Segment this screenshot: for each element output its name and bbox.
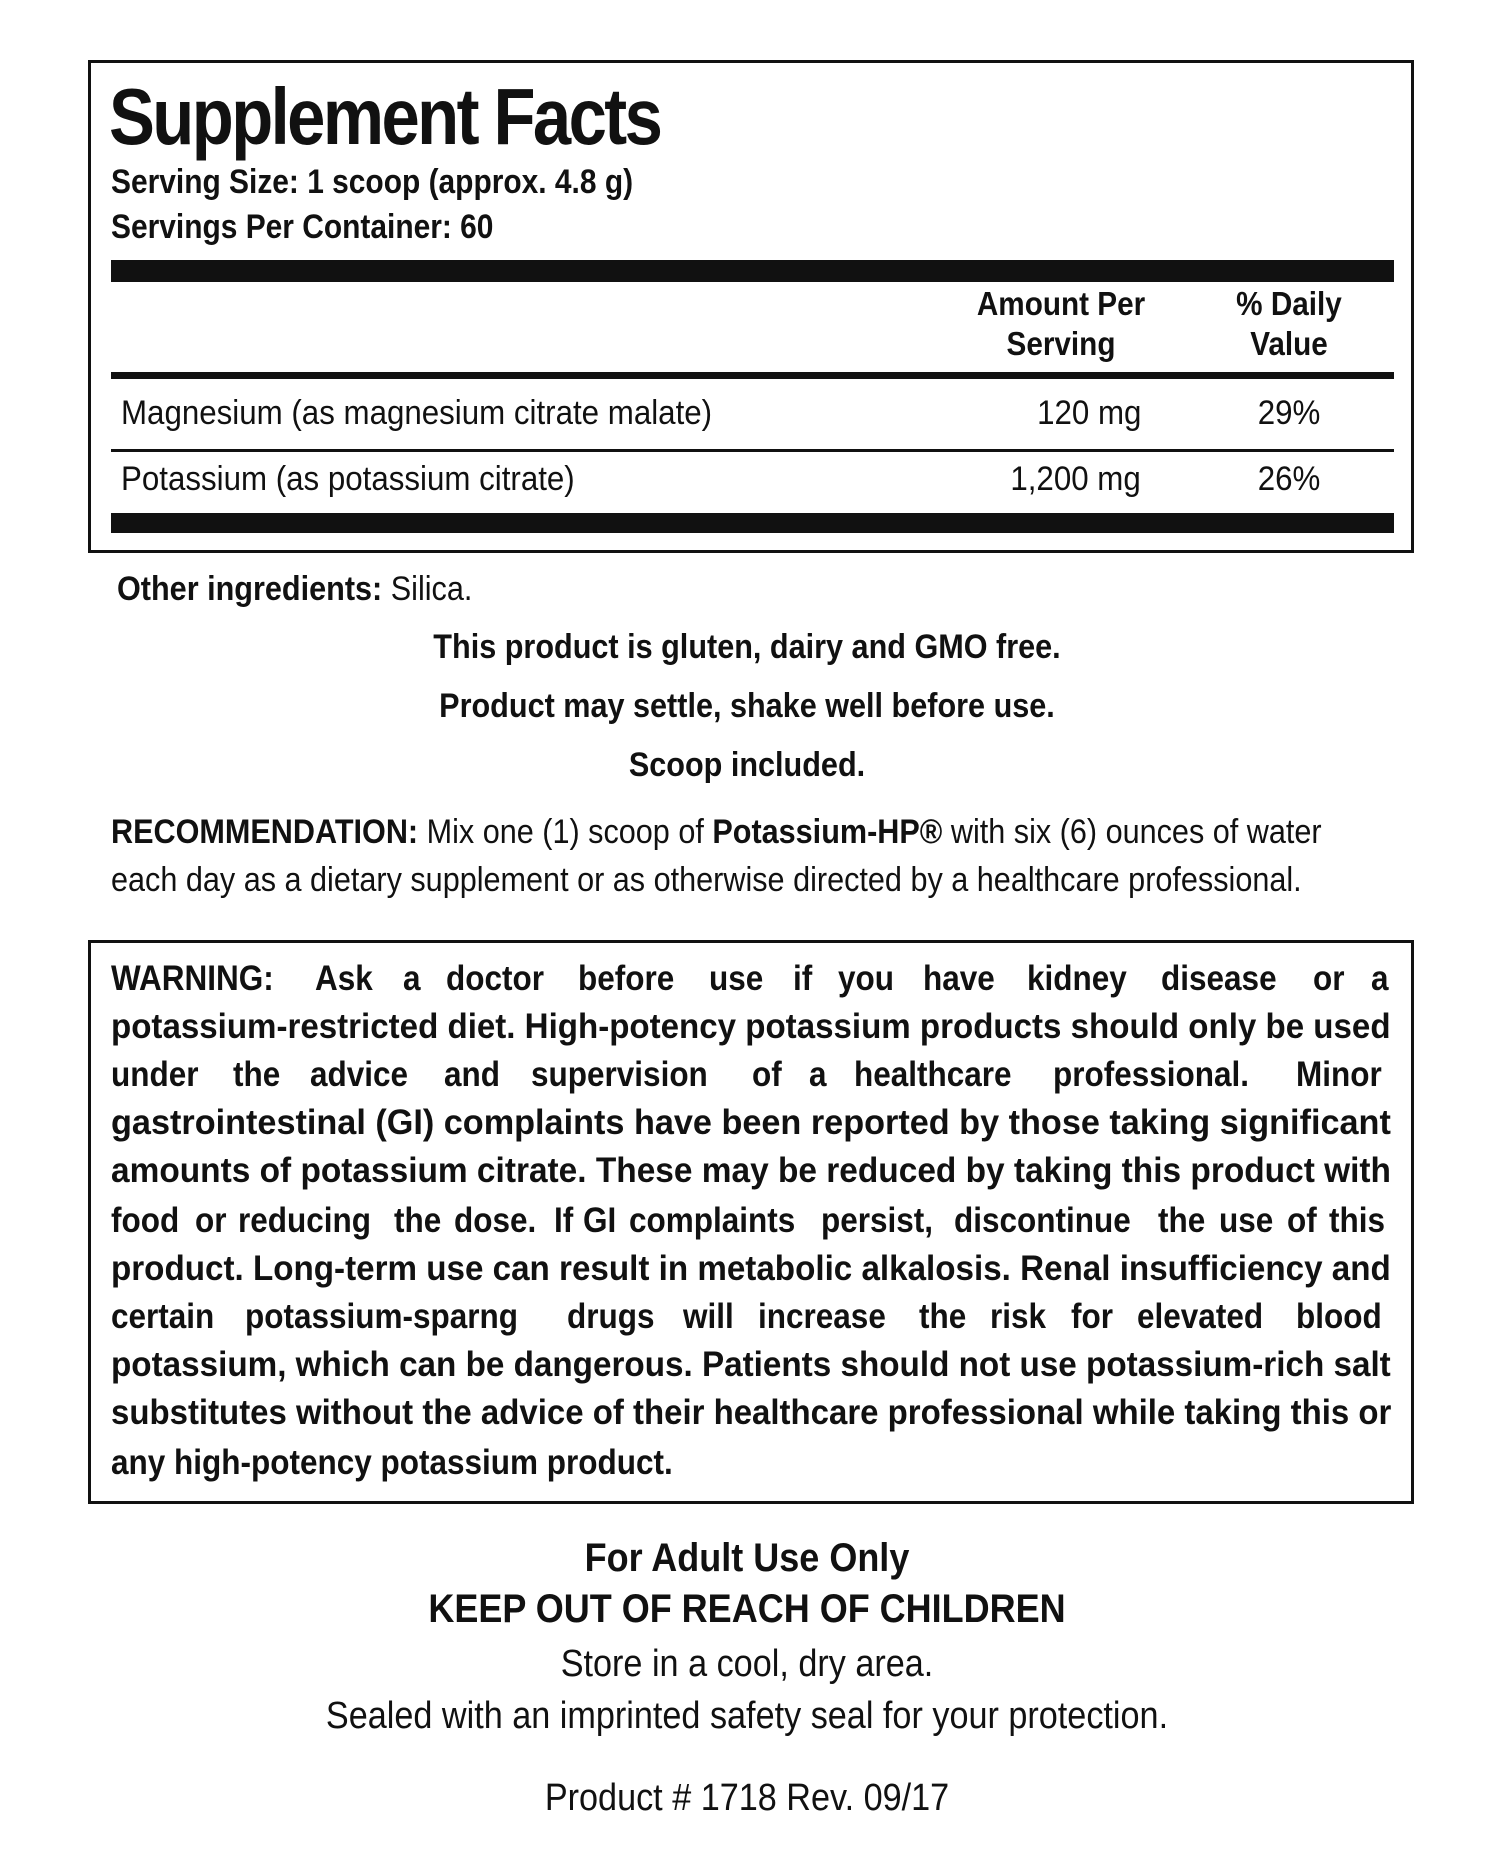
other-ingredients bbox=[117, 570, 472, 609]
col-header-amount-line2: Serving bbox=[1006, 325, 1116, 362]
warning-word: elevated bbox=[1136, 1297, 1263, 1336]
warning-word: dose. bbox=[454, 1201, 537, 1240]
warning-word: or bbox=[194, 1201, 227, 1240]
warning-word: have bbox=[923, 959, 996, 998]
warning-line bbox=[111, 959, 1391, 999]
note-scoop-included: Scoop included. bbox=[628, 746, 866, 784]
warning-word: WARNING: bbox=[111, 959, 274, 998]
warning-word: the bbox=[918, 1297, 967, 1336]
col-header-amount bbox=[971, 284, 1151, 364]
warning-word: potassium-sparng bbox=[244, 1297, 518, 1336]
warning-word: blood bbox=[1295, 1297, 1382, 1336]
warning-word: potassium, which can be dangerous. Patients should not use potassium-rich salt bbox=[111, 1345, 1391, 1384]
warning-word: supervision bbox=[530, 1055, 708, 1094]
warning-word: and bbox=[443, 1055, 500, 1094]
row-magnesium-amount: 120 mg bbox=[1036, 394, 1141, 432]
warning-word: kidney bbox=[1026, 959, 1127, 998]
warning-word: the bbox=[393, 1201, 442, 1240]
warning-word: any high-potency potassium product. bbox=[111, 1443, 673, 1482]
warning-line bbox=[111, 1297, 1391, 1337]
warning-word: GI bbox=[583, 1201, 617, 1240]
warning-word: doctor bbox=[446, 959, 545, 998]
serving-size: Serving Size: 1 scoop (approx. 4.8 g) bbox=[111, 163, 634, 201]
warning-word: food bbox=[111, 1201, 180, 1240]
recommendation-label: RECOMMENDATION: bbox=[111, 813, 419, 851]
warning-line bbox=[111, 1345, 1391, 1385]
warning-word: potassium-restricted diet. High-potency potassium products should only be used bbox=[111, 1007, 1391, 1046]
warning-line bbox=[111, 1151, 1391, 1191]
warning-word: the bbox=[1158, 1201, 1206, 1240]
recommendation-line-2: each day as a dietary supplement or as otherwise directed by a healthcare professional. bbox=[111, 861, 1302, 899]
warning-word: professional. bbox=[1053, 1055, 1250, 1094]
warning-word: before bbox=[578, 959, 675, 998]
warning-word: risk bbox=[990, 1297, 1047, 1336]
row-magnesium-name: Magnesium (as magnesium citrate malate) bbox=[121, 394, 713, 432]
facts-title: Supplement Facts bbox=[109, 72, 661, 161]
product-number: Product # 1718 Rev. 09/17 bbox=[544, 1777, 950, 1819]
thick-divider-top bbox=[111, 260, 1394, 282]
warning-word: healthcare bbox=[853, 1055, 1012, 1094]
col-header-daily-value bbox=[1217, 284, 1361, 364]
warning-line bbox=[111, 1055, 1391, 1095]
warning-word: of bbox=[751, 1055, 782, 1094]
warning-word: use bbox=[708, 959, 764, 998]
warning-word: advice bbox=[310, 1055, 409, 1094]
warning-word: of bbox=[1287, 1201, 1318, 1240]
other-ingredients-label: Other ingredients: bbox=[117, 570, 383, 608]
adult-use-only: For Adult Use Only bbox=[584, 1536, 910, 1580]
row-magnesium-dv: 29% bbox=[1257, 394, 1321, 432]
warning-word: the bbox=[232, 1055, 281, 1094]
row-divider bbox=[111, 449, 1394, 452]
warning-word: persist, bbox=[821, 1201, 934, 1240]
warning-word: you bbox=[837, 959, 894, 998]
warning-word: under bbox=[111, 1055, 199, 1094]
warning-word: If bbox=[553, 1201, 574, 1240]
recommendation-product: Potassium-HP® bbox=[712, 813, 943, 851]
warning-word: reducing bbox=[237, 1201, 372, 1240]
other-ingredients-value: Silica. bbox=[382, 570, 473, 608]
warning-word: if bbox=[792, 959, 812, 998]
warning-word: complaints bbox=[628, 1201, 795, 1240]
warning-word: a bbox=[403, 959, 421, 998]
servings-per-container: Servings Per Container: 60 bbox=[111, 208, 494, 246]
storage-instructions: Store in a cool, dry area. bbox=[560, 1643, 934, 1685]
warning-word: increase bbox=[758, 1297, 886, 1336]
row-potassium-amount: 1,200 mg bbox=[1010, 460, 1141, 498]
warning-word: a bbox=[809, 1055, 827, 1094]
keep-out-of-reach: KEEP OUT OF REACH OF CHILDREN bbox=[428, 1587, 1066, 1631]
warning-word: will bbox=[682, 1297, 734, 1336]
warning-word: Ask bbox=[315, 959, 374, 998]
warning-word: discontinue bbox=[953, 1201, 1131, 1240]
warning-line bbox=[111, 1393, 1391, 1433]
supplement-facts-panel bbox=[88, 60, 1414, 553]
warning-word: certain bbox=[111, 1297, 215, 1336]
warning-word: use bbox=[1219, 1201, 1274, 1240]
recommendation-text-1: Mix one (1) scoop of bbox=[418, 813, 713, 851]
col-header-dv-line1: % Daily bbox=[1236, 285, 1342, 322]
note-shake-well: Product may settle, shake well before use. bbox=[439, 687, 1055, 725]
thick-divider-bottom bbox=[111, 513, 1394, 533]
warning-word: or bbox=[1312, 959, 1345, 998]
warning-box bbox=[88, 940, 1414, 1504]
safety-seal-note: Sealed with an imprinted safety seal for your protection. bbox=[325, 1695, 1169, 1737]
warning-line bbox=[111, 1007, 1391, 1047]
warning-line bbox=[111, 1443, 1391, 1483]
warning-line bbox=[111, 1103, 1391, 1143]
row-potassium-dv: 26% bbox=[1257, 460, 1321, 498]
warning-word: amounts of potassium citrate. These may be reduced by taking this product with bbox=[111, 1151, 1391, 1190]
col-header-amount-line1: Amount Per bbox=[976, 285, 1146, 322]
row-potassium-name: Potassium (as potassium citrate) bbox=[121, 460, 575, 498]
warning-word: product. Long-term use can result in metabolic alkalosis. Renal insufficiency and bbox=[111, 1249, 1391, 1288]
warning-word: drugs bbox=[566, 1297, 655, 1336]
warning-word: for bbox=[1071, 1297, 1114, 1336]
warning-word: a bbox=[1371, 959, 1389, 998]
warning-line bbox=[111, 1201, 1391, 1241]
warning-word: gastrointestinal (GI) complaints have been reported by those taking significant bbox=[111, 1103, 1391, 1142]
warning-word: disease bbox=[1160, 959, 1277, 998]
col-header-dv-line2: Value bbox=[1250, 325, 1328, 362]
warning-line bbox=[111, 1249, 1391, 1289]
note-gluten-free: This product is gluten, dairy and GMO free. bbox=[433, 628, 1061, 666]
warning-word: Minor bbox=[1295, 1055, 1382, 1094]
warning-word: this bbox=[1328, 1201, 1385, 1240]
warning-word: substitutes without the advice of their healthcare professional while taking this or bbox=[111, 1393, 1392, 1432]
recommendation-line-1 bbox=[111, 813, 1322, 852]
header-divider bbox=[111, 372, 1394, 379]
recommendation-text-2: with six (6) ounces of water bbox=[942, 813, 1322, 851]
